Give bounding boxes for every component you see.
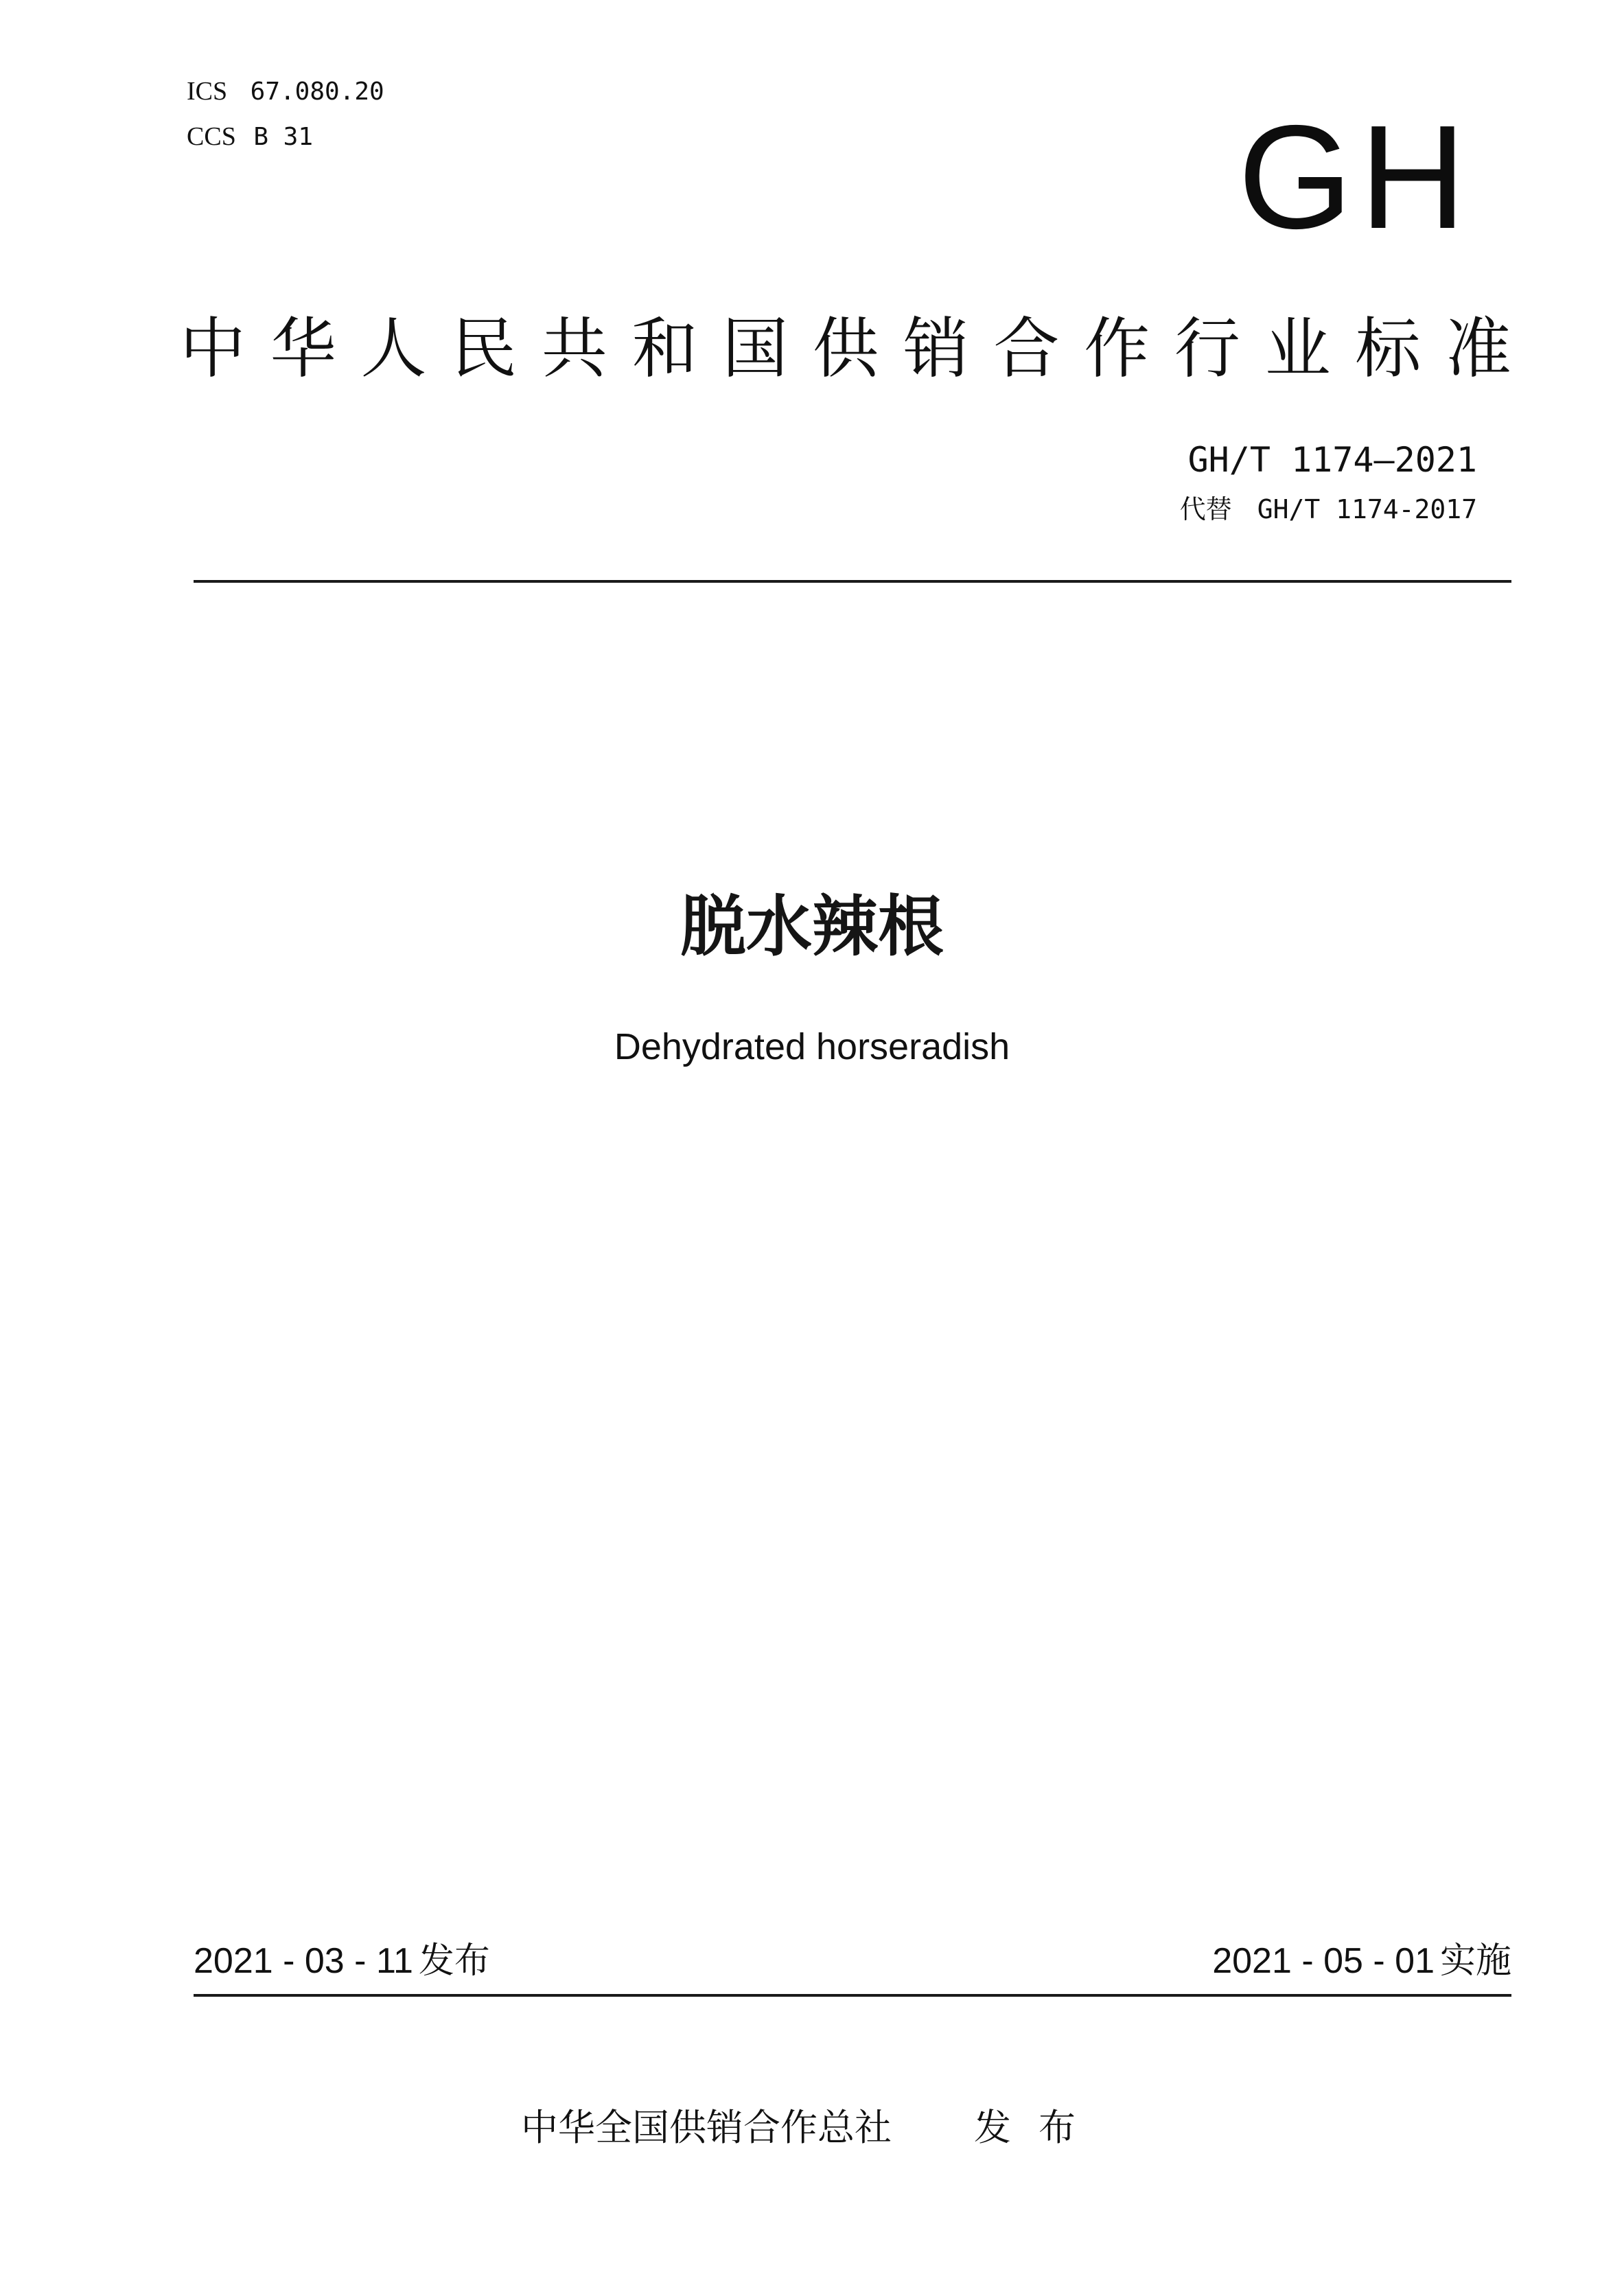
header-divider [194, 580, 1511, 583]
document-title-english: Dehydrated horseradish [614, 1026, 1010, 1067]
document-title: 脱水辣根 [680, 888, 944, 965]
replaces-standard [1180, 493, 1477, 526]
publisher-action: 发布 [974, 2106, 1103, 2149]
ics-classification [187, 76, 384, 108]
ics-label: ICS [187, 77, 228, 106]
footer-divider [194, 1994, 1511, 1997]
issue-date-line [194, 1939, 490, 1983]
issue-label: 发布 [418, 1940, 490, 1982]
ccs-label: CCS [187, 122, 236, 151]
implement-date: 2021 - 05 - 01 [1212, 1941, 1435, 1981]
ccs-classification [187, 121, 313, 153]
implement-date-line [1212, 1939, 1511, 1983]
implement-label: 实施 [1439, 1940, 1511, 1982]
publisher-organization: 中华全国供销合作总社 [521, 2106, 892, 2149]
standard-number: GH/T 1174—2021 [1187, 440, 1477, 480]
publisher-line [0, 2104, 1624, 2151]
replaces-label: 代替 [1179, 494, 1232, 524]
ics-code: 67.080.20 [250, 78, 384, 106]
gh-logo: GH [1238, 94, 1473, 259]
replaces-number: GH/T 1174-2017 [1257, 494, 1477, 524]
issue-date: 2021 - 03 - 11 [194, 1941, 413, 1981]
standard-category-header: 中华人民共和国供销合作行业标准 [180, 310, 1511, 387]
ccs-code: B 31 [253, 123, 314, 151]
